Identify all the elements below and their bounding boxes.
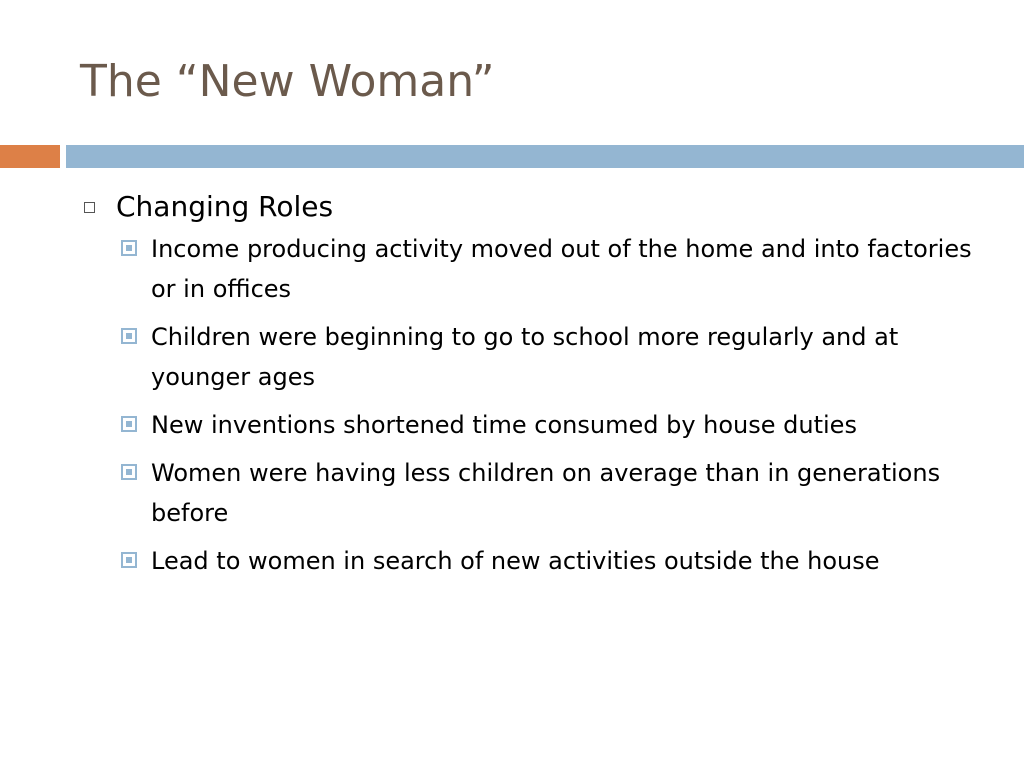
sub-bullet-text: New inventions shortened time consumed by house duties (151, 411, 857, 439)
square-bullet-icon (121, 328, 137, 344)
square-bullet-icon (121, 416, 137, 432)
sub-bullet-text: Children were beginning to go to school more regularly and at younger ages (151, 323, 899, 391)
bullet-heading: Changing Roles (116, 190, 334, 223)
square-bullet-icon (121, 464, 137, 480)
title-divider-bar (66, 145, 1024, 168)
title-accent-bar (0, 145, 60, 168)
sub-bullet-item (151, 453, 1000, 533)
sub-bullet-item (151, 405, 1000, 445)
square-bullet-icon (121, 552, 137, 568)
sub-bullet-item (151, 317, 1000, 397)
hollow-square-bullet-icon (84, 202, 95, 213)
sub-bullet-list (80, 229, 1000, 581)
slide-body (80, 185, 1000, 589)
sub-bullet-text: Lead to women in search of new activities outside the house (151, 547, 880, 575)
bullet-level1 (80, 185, 1000, 229)
sub-bullet-text: Income producing activity moved out of the home and into factories or in offices (151, 235, 972, 303)
sub-bullet-text: Women were having less children on average than in generations before (151, 459, 941, 527)
square-bullet-icon (121, 240, 137, 256)
sub-bullet-item (151, 541, 1000, 581)
sub-bullet-item (151, 229, 1000, 309)
slide-title: The “New Woman” (80, 56, 495, 107)
